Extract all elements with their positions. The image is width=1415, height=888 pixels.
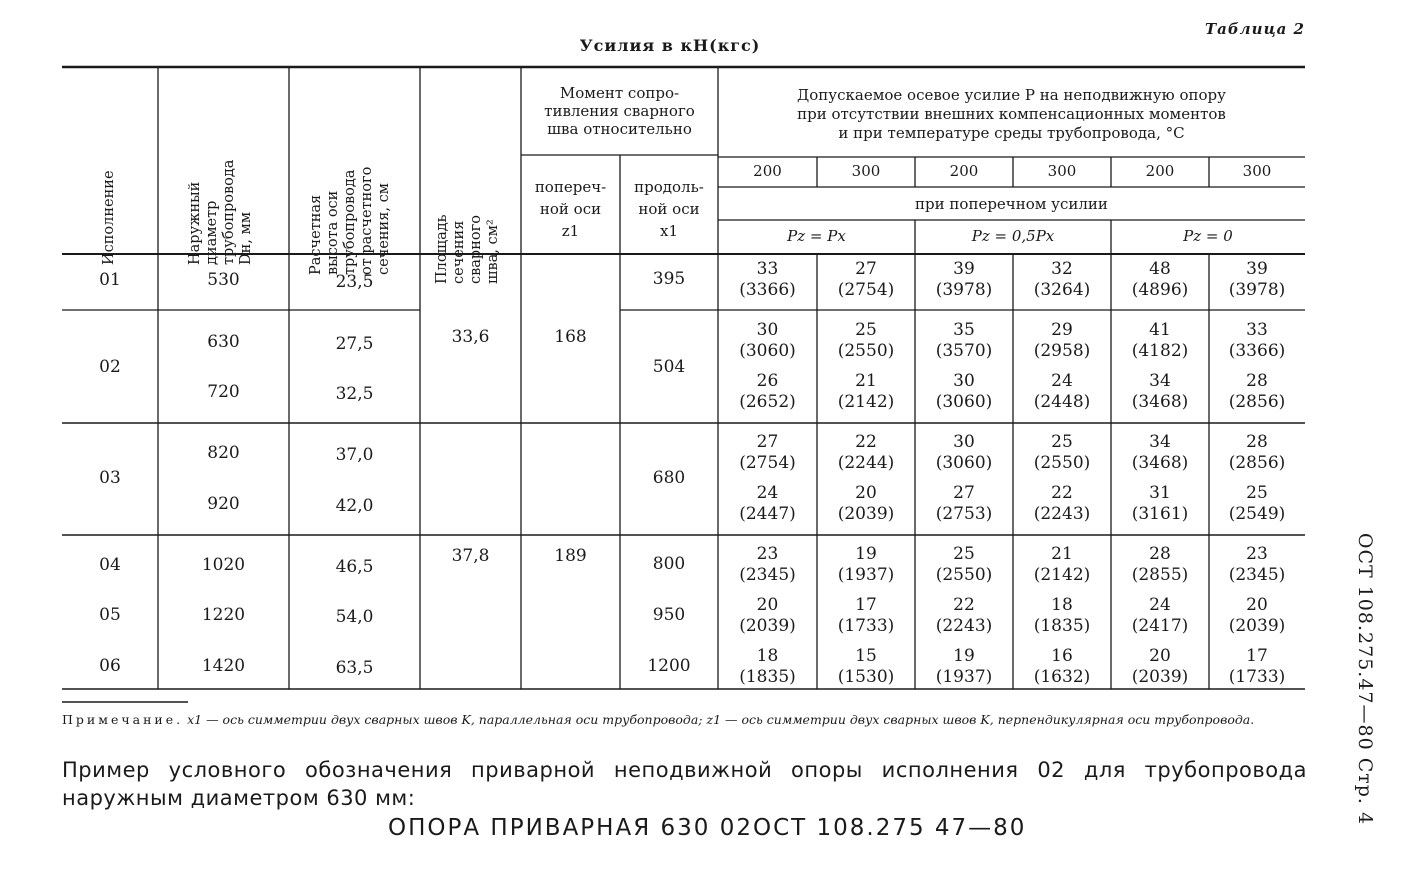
note-label: Примечание. — [62, 712, 184, 727]
header-calc-height: Расчетная высота оси трубопровода от расчетного сечения, см — [308, 166, 392, 275]
height-cell: 32,5 — [335, 384, 374, 404]
force-cell: 20 (2039) — [739, 595, 796, 636]
temp-header: 200 — [753, 162, 782, 180]
designation-string: ОПОРА ПРИВАРНАЯ 630 02ОСТ 108.275 47—80 — [388, 815, 1027, 841]
force-cell: 20 (2039) — [837, 483, 895, 524]
height-cell: 42,0 — [335, 496, 374, 516]
force-cell: 39 (3978) — [1228, 259, 1286, 300]
diameter-cell: 1220 — [201, 605, 246, 625]
variant-cell: 03 — [99, 468, 121, 488]
temp-header: 300 — [851, 162, 881, 180]
force-cell: 28 (2856) — [1228, 371, 1286, 412]
diameter-cell: 1420 — [201, 656, 246, 676]
moment-x-cell: 1200 — [647, 656, 691, 676]
table-title: Усилия в кН(кгс) — [579, 36, 761, 55]
variant-cell: 05 — [99, 605, 121, 625]
height-cell: 54,0 — [335, 607, 374, 627]
diameter-cell: 1020 — [201, 555, 246, 575]
force-cell: 19 (1937) — [837, 544, 895, 585]
diameter-cell: 920 — [207, 494, 240, 514]
force-cell: 26 (2652) — [739, 371, 796, 412]
header-weld-area: Площадь сечения сварного шва, см² — [434, 214, 501, 284]
force-cell: 18 (1835) — [739, 646, 796, 687]
force-cell: 22 (2243) — [1033, 483, 1091, 524]
force-cell: 27 (2754) — [739, 432, 796, 473]
header-longitudinal-axis: продоль- ной оси x1 — [634, 178, 704, 240]
header-variant: Исполнение — [101, 170, 117, 265]
force-cell: 21 (2142) — [837, 371, 895, 412]
diameter-cell: 720 — [207, 382, 240, 402]
condition-header: Pz = 0,5Px — [971, 227, 1055, 245]
temp-header: 300 — [1242, 162, 1272, 180]
header-outer-diameter: Наружный диаметр трубопровода Dн, мм — [187, 159, 254, 265]
force-cell: 48 (4896) — [1131, 259, 1189, 300]
force-cell: 41 (4182) — [1131, 320, 1189, 361]
force-cell: 32 (3264) — [1033, 259, 1091, 300]
force-cell: 17 (1733) — [1228, 646, 1286, 687]
diameter-cell: 820 — [207, 443, 240, 463]
force-cell: 23 (2345) — [739, 544, 796, 585]
moment-x-cell: 504 — [652, 357, 686, 377]
force-cell: 18 (1835) — [1033, 595, 1091, 636]
force-cell: 23 (2345) — [1228, 544, 1286, 585]
variant-cell: 01 — [99, 270, 121, 290]
moment-z-cell: 168 — [554, 327, 587, 347]
diameter-cell: 630 — [207, 332, 240, 352]
force-cell: 34 (3468) — [1131, 371, 1189, 412]
designation-example: Пример условного обозначения приварной неподвижной опоры исполнения 02 для трубопровода наружным диаметром 630 мм: — [62, 758, 1307, 810]
force-cell: 16 (1632) — [1033, 646, 1091, 687]
variant-cell: 02 — [99, 357, 121, 377]
force-cell: 33 (3366) — [1228, 320, 1286, 361]
force-cell: 24 (2447) — [739, 483, 796, 524]
temp-header: 200 — [949, 162, 979, 180]
force-cell: 34 (3468) — [1131, 432, 1189, 473]
force-cell: 22 (2244) — [837, 432, 895, 473]
moment-x-cell: 800 — [652, 554, 686, 574]
temp-header: 300 — [1047, 162, 1077, 180]
force-cell: 20 (2039) — [1228, 595, 1286, 636]
diameter-cell: 530 — [207, 270, 240, 290]
height-cell: 23,5 — [335, 272, 374, 292]
force-cell: 27 (2754) — [837, 259, 895, 300]
force-cell: 20 (2039) — [1131, 646, 1189, 687]
force-cell: 28 (2855) — [1131, 544, 1189, 585]
force-cell: 27 (2753) — [935, 483, 993, 524]
variant-cell: 04 — [99, 555, 121, 575]
force-cell: 39 (3978) — [935, 259, 993, 300]
height-cell: 63,5 — [335, 658, 374, 678]
force-cell: 30 (3060) — [935, 432, 993, 473]
force-cell: 25 (2549) — [1228, 483, 1286, 524]
height-cell: 37,0 — [335, 445, 374, 465]
force-cell: 25 (2550) — [935, 544, 993, 585]
force-cell: 21 (2142) — [1033, 544, 1091, 585]
temp-header: 200 — [1145, 162, 1175, 180]
force-cell: 17 (1733) — [837, 595, 895, 636]
moment-z-cell: 189 — [554, 546, 587, 566]
weld-area-cell: 37,8 — [451, 546, 490, 566]
force-cell: 24 (2448) — [1033, 371, 1091, 412]
force-cell: 25 (2550) — [837, 320, 895, 361]
header-allowed-force: Допускаемое осевое усилие P на неподвижную опору при отсутствии внешних компенсационных моментов и при температуре среды трубопровода, °С — [797, 86, 1226, 142]
table-number: Таблица 2 — [1204, 20, 1305, 38]
force-cell: 35 (3570) — [935, 320, 993, 361]
note-text: x1 — ось симметрии двух сварных швов K, параллельная оси трубопровода; z1 — ось симметрии двух сварных швов K, перпендикулярная оси трубопровода. — [187, 712, 1255, 727]
header-transverse-axis: попереч- ной оси z1 — [534, 178, 607, 240]
table-note — [62, 713, 1307, 727]
condition-header: Pz = Px — [787, 227, 846, 245]
force-cell: 31 (3161) — [1131, 483, 1189, 524]
side-label-text: ОСТ 108.275.47—80 Стр. 4 — [1354, 532, 1376, 826]
force-cell: 30 (3060) — [739, 320, 796, 361]
force-cell: 30 (3060) — [935, 371, 993, 412]
force-cell: 22 (2243) — [935, 595, 993, 636]
condition-header: Pz = 0 — [1183, 227, 1233, 245]
moment-x-cell: 395 — [652, 269, 686, 289]
force-cell: 28 (2856) — [1228, 432, 1286, 473]
height-cell: 27,5 — [335, 334, 374, 354]
weld-area-cell: 33,6 — [451, 327, 490, 347]
force-cell: 24 (2417) — [1131, 595, 1189, 636]
header-moment-group: Момент сопро- тивления сварного шва относительно — [544, 84, 695, 138]
variant-cell: 06 — [99, 656, 121, 676]
force-cell: 33 (3366) — [739, 259, 796, 300]
moment-x-cell: 680 — [652, 468, 686, 488]
height-cell: 46,5 — [335, 557, 374, 577]
force-cell: 29 (2958) — [1033, 320, 1091, 361]
force-cell: 25 (2550) — [1033, 432, 1091, 473]
header-transverse-force: при поперечном усилии — [915, 195, 1108, 213]
moment-x-cell: 950 — [652, 605, 686, 625]
force-cell: 19 (1937) — [935, 646, 993, 687]
force-cell: 15 (1530) — [837, 646, 895, 687]
